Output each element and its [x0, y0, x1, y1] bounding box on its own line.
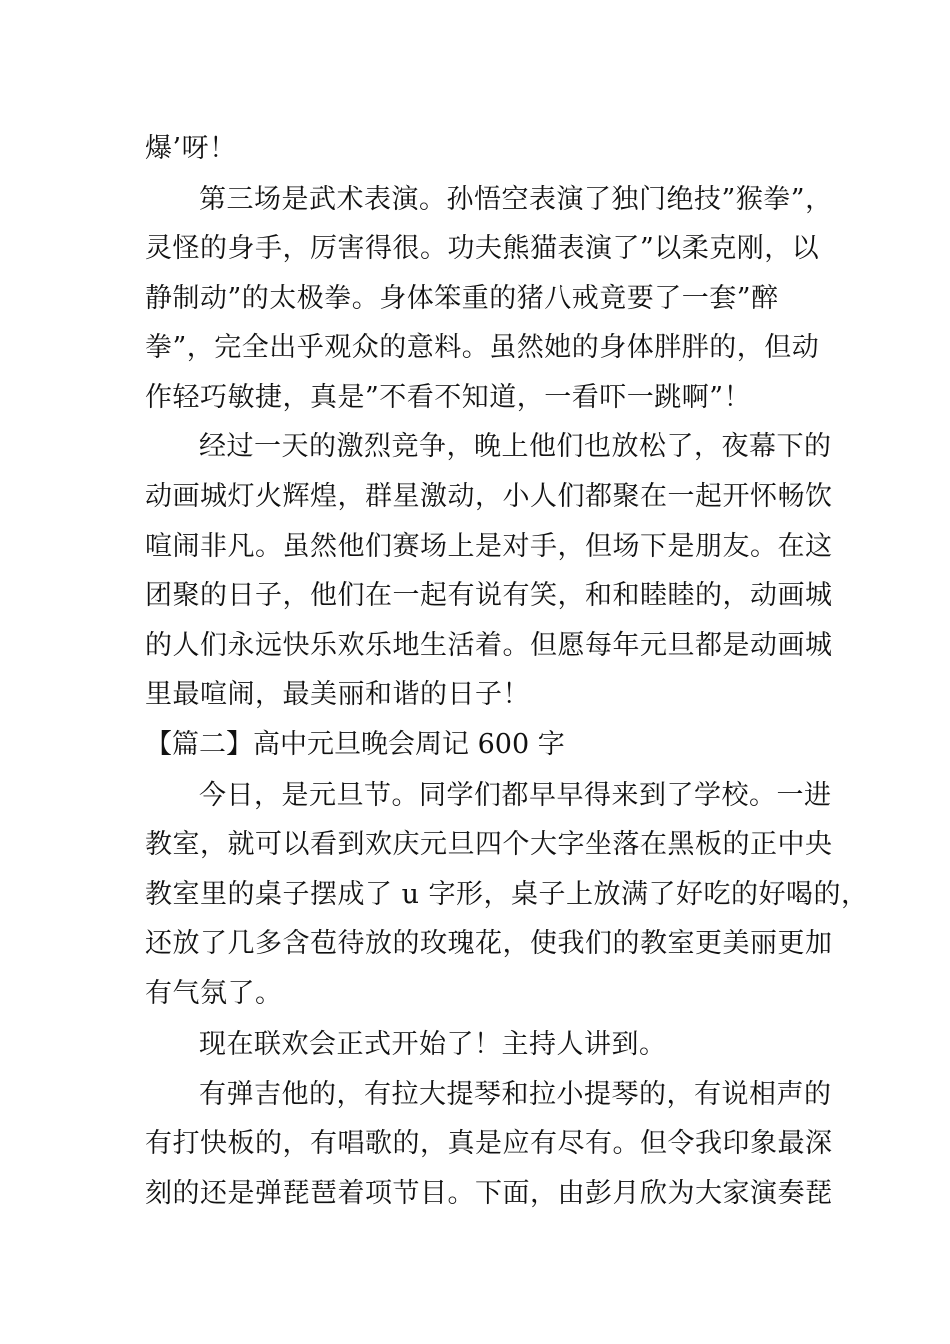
text-line: 现在联欢会正式开始了！主持人讲到。	[199, 1029, 667, 1060]
text-line: 教室，就可以看到欢庆元旦四个大字坐落在黑板的正中央	[145, 829, 833, 860]
text-line: 还放了几多含苞待放的玫瑰花，使我们的教室更美丽更加	[145, 928, 833, 959]
text-line: 拳”，完全出乎观众的意料。虽然她的身体胖胖的，但动	[145, 332, 820, 363]
text-line: 里最喧闹，最美丽和谐的日子！	[145, 679, 530, 710]
text-line: 有弹吉他的，有拉大提琴和拉小提琴的，有说相声的	[199, 1079, 832, 1110]
text-line: 的人们永远快乐欢乐地生活着。但愿每年元旦都是动画城	[145, 630, 833, 661]
text-line: 静制动”的太极拳。身体笨重的猪八戒竟要了一套”醉	[145, 283, 779, 314]
text-line: 作轻巧敏捷，真是”不看不知道，一看吓一跳啊”！	[145, 382, 752, 413]
text-line: 动画城灯火辉煌，群星激动，小人们都聚在一起开怀畅饮	[145, 481, 833, 512]
text-line: 灵怪的身手，厉害得很。功夫熊猫表演了”以柔克刚，以	[145, 233, 820, 264]
text-line: 爆’呀！	[145, 133, 237, 164]
text-line: 今日，是元旦节。同学们都早早得来到了学校。一进	[199, 780, 832, 811]
text-line: 有打快板的，有唱歌的，真是应有尽有。但令我印象最深	[145, 1128, 833, 1159]
text-line: 刻的还是弹琵琶着项节目。下面，由彭月欣为大家演奏琵	[145, 1178, 833, 1209]
text-line: 喧闹非凡。虽然他们赛场上是对手，但场下是朋友。在这	[145, 531, 833, 562]
text-line: 教室里的桌子摆成了 u 字形，桌子上放满了好吃的好喝的，	[145, 879, 869, 910]
section-heading: 【篇二】高中元旦晚会周记 600 字	[145, 729, 565, 760]
text-line: 有气氛了。	[145, 978, 283, 1009]
text-line: 第三场是武术表演。孙悟空表演了独门绝技”猴拳”，	[199, 184, 833, 215]
text-line: 经过一天的激烈竞争，晚上他们也放松了，夜幕下的	[199, 431, 832, 462]
text-line: 团聚的日子，他们在一起有说有笑，和和睦睦的，动画城	[145, 580, 833, 611]
